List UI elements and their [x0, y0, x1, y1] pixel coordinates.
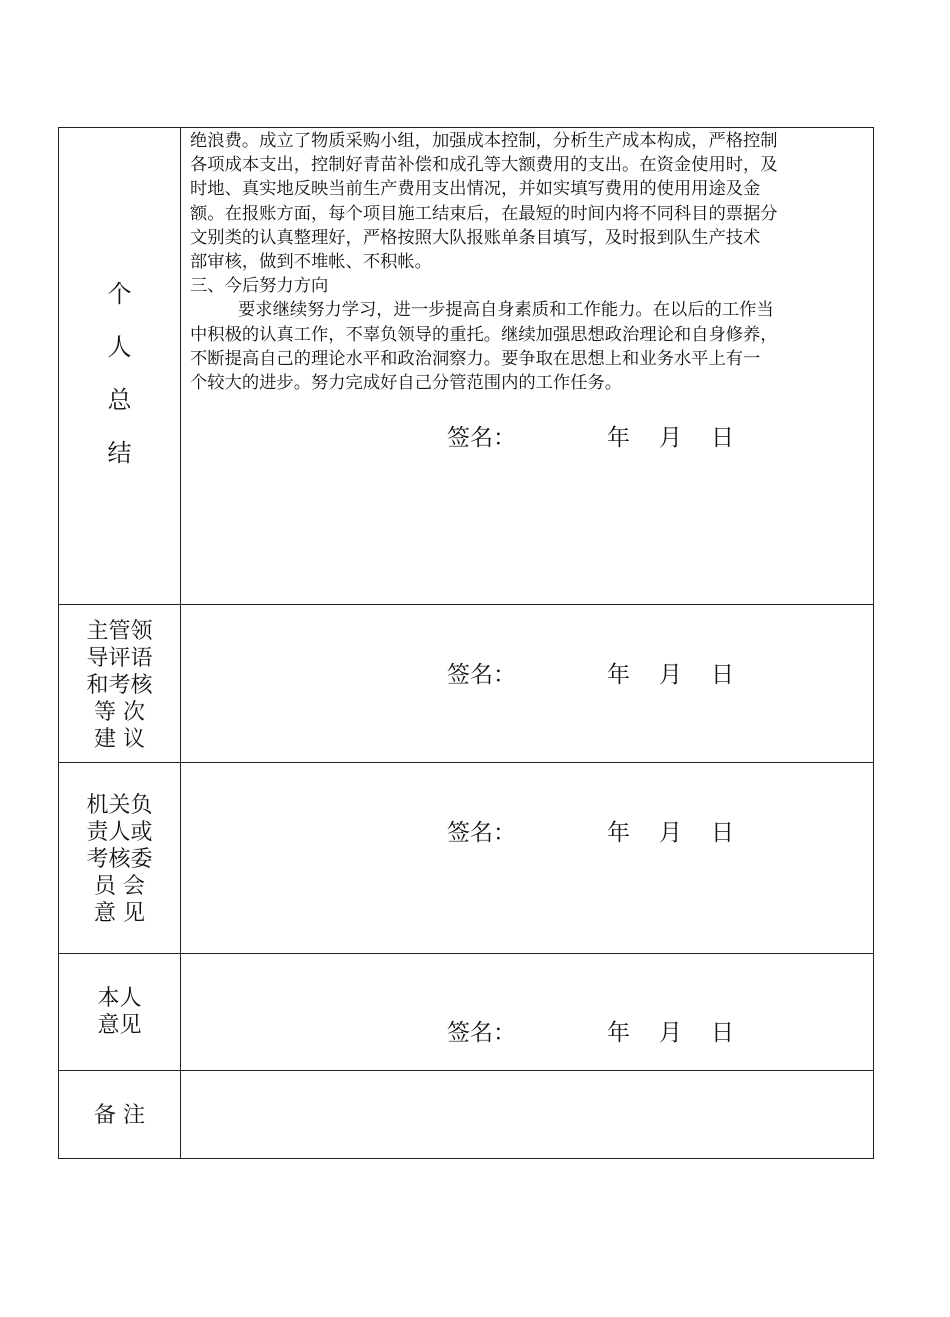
- committee-label: [59, 792, 180, 927]
- column-divider: [180, 128, 181, 1158]
- signature-label: 签名：: [447, 1020, 516, 1046]
- summary-heading: 三、今后努力方向: [190, 276, 329, 297]
- committee-label-line: 考核委: [86, 847, 153, 872]
- summary-label-line: 人: [107, 333, 132, 361]
- summary-label-line: 结: [107, 439, 132, 467]
- supervisor-label: [59, 618, 180, 753]
- month-label: 月: [659, 820, 682, 846]
- row-divider: [59, 1070, 873, 1071]
- year-label: 年: [607, 820, 630, 846]
- summary-text-line: 部审核，做到不堆帐、不积帐。: [190, 252, 432, 273]
- committee-label-line: 责人或: [86, 820, 153, 845]
- supervisor-label-line: 建 议: [94, 727, 145, 752]
- summary-text-line: 不断提高自己的理论水平和政治洞察力。要争取在思想上和业务水平上有一: [190, 348, 761, 369]
- row-divider: [59, 953, 873, 954]
- committee-label-line: 机关负: [86, 793, 153, 818]
- summary-label-line: 总: [107, 386, 132, 414]
- year-label: 年: [607, 662, 630, 688]
- summary-text-line: 各项成本支出，控制好青苗补偿和成孔等大额费用的支出。在资金使用时，及: [190, 155, 778, 176]
- summary-label: [59, 268, 180, 480]
- remarks-label: [59, 1102, 180, 1129]
- summary-text-line: 中积极的认真工作，不辜负领导的重托。继续加强思想政治理论和自身修养，: [190, 324, 778, 345]
- summary-text-line: 个较大的进步。努力完成好自己分管范围内的工作任务。: [190, 373, 623, 394]
- signature-label: 签名：: [447, 820, 516, 846]
- signature-label: 签名：: [447, 425, 516, 451]
- month-label: 月: [659, 662, 682, 688]
- month-label: 月: [659, 1020, 682, 1046]
- summary-text-line: 要求继续努力学习，进一步提高自身素质和工作能力。在以后的工作当: [238, 300, 774, 321]
- supervisor-label-line: 等 次: [94, 700, 145, 725]
- summary-text-line: 文别类的认真整理好，严格按照大队报账单条目填写，及时报到队生产技术: [190, 227, 761, 248]
- year-label: 年: [607, 425, 630, 451]
- summary-text-line: 额。在报账方面，每个项目施工结束后，在最短的时间内将不同科目的票据分: [190, 203, 778, 224]
- row-divider: [59, 604, 873, 605]
- summary-text-line: 时地、真实地反映当前生产费用支出情况，并如实填写费用的使用用途及金: [190, 179, 761, 200]
- row-divider: [59, 762, 873, 763]
- month-label: 月: [659, 425, 682, 451]
- remarks-label-line: 备 注: [94, 1103, 145, 1128]
- day-label: 日: [711, 662, 734, 688]
- self-opinion-label: [59, 985, 180, 1039]
- supervisor-label-line: 和考核: [86, 673, 153, 698]
- self-opinion-label-line: 本人: [97, 986, 142, 1011]
- day-label: 日: [711, 425, 734, 451]
- day-label: 日: [711, 820, 734, 846]
- committee-label-line: 员 会: [94, 874, 145, 899]
- year-label: 年: [607, 1020, 630, 1046]
- signature-label: 签名：: [447, 662, 516, 688]
- self-opinion-label-line: 意见: [97, 1013, 142, 1038]
- summary-text: [190, 129, 870, 395]
- evaluation-form-table: [58, 127, 874, 1159]
- supervisor-label-line: 主管领: [86, 619, 153, 644]
- committee-label-line: 意 见: [94, 901, 145, 926]
- summary-text-line: 绝浪费。成立了物质采购小组，加强成本控制，分析生产成本构成，严格控制: [190, 131, 778, 151]
- summary-label-line: 个: [107, 280, 132, 308]
- supervisor-label-line: 导评语: [86, 646, 153, 671]
- day-label: 日: [711, 1020, 734, 1046]
